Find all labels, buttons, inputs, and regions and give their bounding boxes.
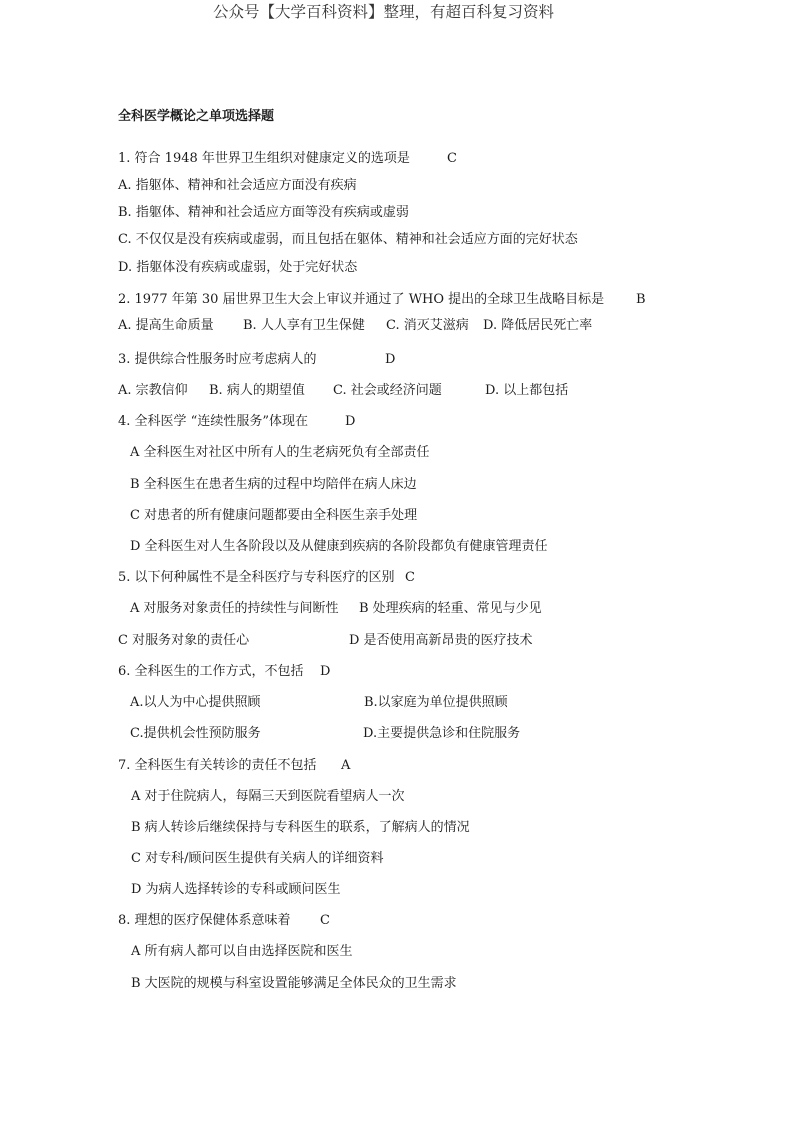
question-answer: D <box>320 664 331 679</box>
option: C.提供机会性预防服务 <box>130 726 261 741</box>
option: A. 指躯体、精神和社会适应方面没有疾病 <box>118 178 357 193</box>
option: A. 提高生命质量 <box>118 318 214 333</box>
option: A 全科医生对社区中所有人的生老病死负有全部责任 <box>130 445 430 460</box>
question-stem: 3. 提供综合性服务时应考虑病人的 <box>118 352 317 367</box>
option: C. 不仅仅是没有疾病或虚弱，而且包括在躯体、精神和社会适应方面的完好状态 <box>118 232 578 247</box>
page-header: 公众号【大学百科资料】整理，有超百科复习资料 <box>213 3 555 21</box>
option: B. 人人享有卫生保健 <box>243 318 365 333</box>
question-stem: 1. 符合 1948 年世界卫生组织对健康定义的选项是 <box>118 151 410 166</box>
question-answer: A <box>341 758 351 773</box>
option: C. 社会或经济问题 <box>333 383 442 398</box>
option: C 对专科/顾问医生提供有关病人的详细资料 <box>131 851 384 866</box>
option: B 处理疾病的轻重、常见与少见 <box>359 601 542 616</box>
option: D. 指躯体没有疾病或虚弱，处于完好状态 <box>118 260 358 275</box>
option: D. 降低居民死亡率 <box>483 318 593 333</box>
option: D.主要提供急诊和住院服务 <box>363 726 521 741</box>
question-answer: C <box>405 570 415 585</box>
option: C. 消灭艾滋病 <box>386 318 469 333</box>
question-stem: 2. 1977 年第 30 届世界卫生大会上审议并通过了 WHO 提出的全球卫生战略目标是 <box>118 292 605 307</box>
question-stem: 6. 全科医生的工作方式，不包括 <box>118 664 304 679</box>
option: B.以家庭为单位提供照顾 <box>364 695 508 710</box>
option: A 所有病人都可以自由选择医院和医生 <box>131 944 353 959</box>
option: A 对服务对象责任的持续性与间断性 <box>130 601 339 616</box>
option: D 为病人选择转诊的专科或顾问医生 <box>131 882 341 897</box>
question-stem: 5. 以下何种属性不是全科医疗与专科医疗的区别 <box>118 570 395 585</box>
question-answer: C <box>320 913 330 928</box>
option: B 病人转诊后继续保持与专科医生的联系，了解病人的情况 <box>131 820 470 835</box>
option: B 大医院的规模与科室设置能够满足全体民众的卫生需求 <box>131 976 457 991</box>
question-stem: 7. 全科医生有关转诊的责任不包括 <box>118 758 317 773</box>
question-answer: C <box>447 151 457 166</box>
option: B. 病人的期望值 <box>209 383 305 398</box>
option: B. 指躯体、精神和社会适应方面等没有疾病或虚弱 <box>118 205 409 220</box>
question-answer: D <box>345 414 356 429</box>
document-title: 全科医学概论之单项选择题 <box>118 109 275 124</box>
option: C 对患者的所有健康问题都要由全科医生亲手处理 <box>130 508 418 523</box>
option: A.以人为中心提供照顾 <box>130 695 261 710</box>
option: B 全科医生在患者生病的过程中均陪伴在病人床边 <box>130 477 417 492</box>
option: A 对于住院病人，每隔三天到医院看望病人一次 <box>131 789 405 804</box>
option: D. 以上都包括 <box>485 383 569 398</box>
option: C 对服务对象的责任心 <box>118 633 250 648</box>
question-answer: B <box>636 292 646 307</box>
question-stem: 8. 理想的医疗保健体系意味着 <box>118 913 291 928</box>
option: D 是否使用高新昂贵的医疗技术 <box>349 633 533 648</box>
option: D 全科医生对人生各阶段以及从健康到疾病的各阶段都负有健康管理责任 <box>130 539 548 554</box>
option: A. 宗教信仰 <box>118 383 188 398</box>
question-answer: D <box>385 352 396 367</box>
question-stem: 4. 全科医学 “连续性服务”体现在 <box>118 414 308 429</box>
